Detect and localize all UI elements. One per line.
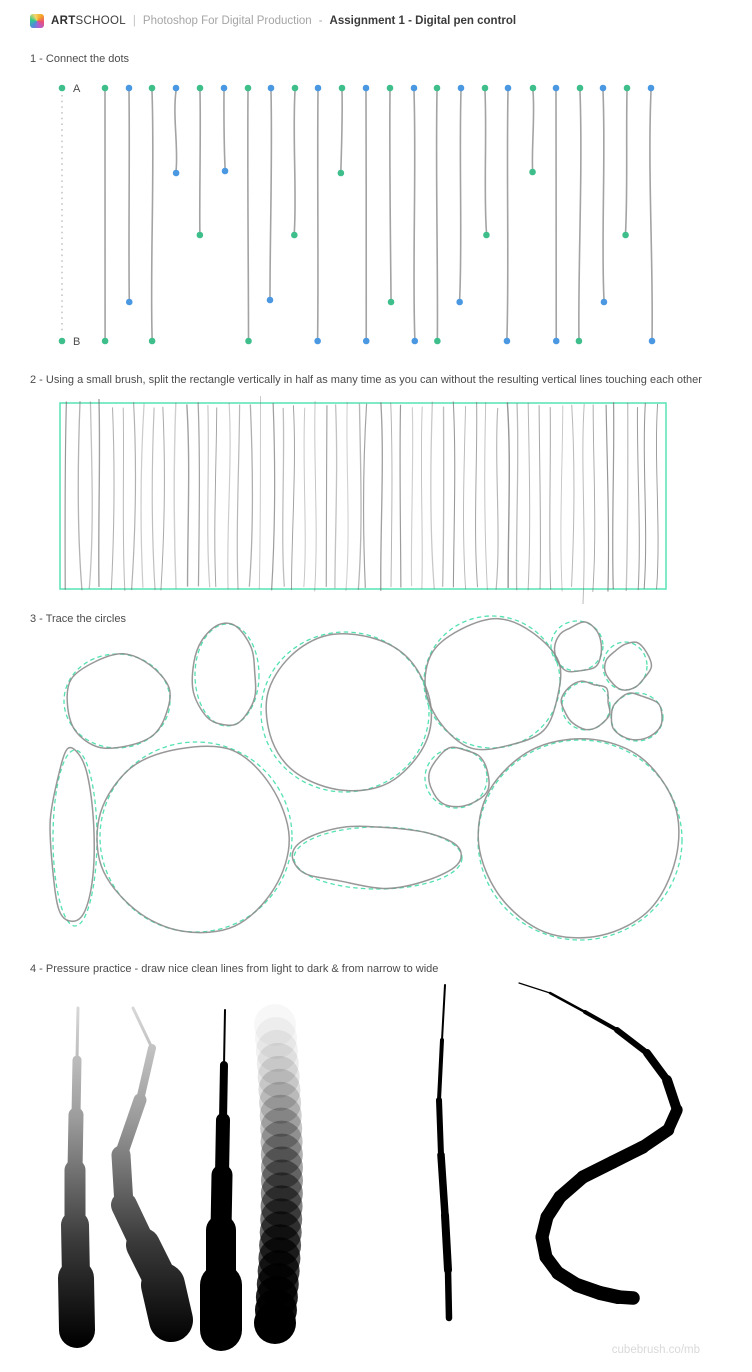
course-name: Photoshop For Digital Production [142, 15, 312, 27]
svg-text:A: A [73, 83, 81, 95]
brand-bold: ART [51, 15, 76, 27]
connect-dots-drawing [59, 83, 656, 348]
section1-title: 1 - Connect the dots [30, 53, 130, 65]
straight-taper-gradient [75, 1008, 78, 1330]
svg-text:B: B [73, 336, 81, 348]
section2-title: 2 - Using a small brush, split the rectangle vertically in half as many time as you can without the resulting vertical lines touching each other [30, 374, 702, 386]
s-curve-taper-gradient [121, 1008, 171, 1320]
opacity-dabs-stroke [254, 1004, 303, 1344]
section4-title: 4 - Pressure practice - draw nice clean lines from light to dark & from narrow to wide [30, 963, 439, 975]
section3-title: 3 - Trace the circles [30, 613, 126, 625]
big-s-curve [519, 983, 677, 1298]
brand-light: SCHOOL [75, 15, 126, 27]
assignment-title: Assignment 1 - Digital pen control [329, 15, 517, 27]
thin-wavy-line [439, 985, 449, 1318]
header-dash: - [318, 15, 323, 27]
trace-circles-drawing [50, 616, 682, 940]
split-rectangle-drawing [60, 396, 666, 604]
straight-taper-solid [221, 1010, 225, 1330]
footer-credit: cubebrush.co/mb [611, 1344, 700, 1356]
pressure-practice-drawing [75, 983, 677, 1344]
header-separator: | [132, 15, 136, 27]
